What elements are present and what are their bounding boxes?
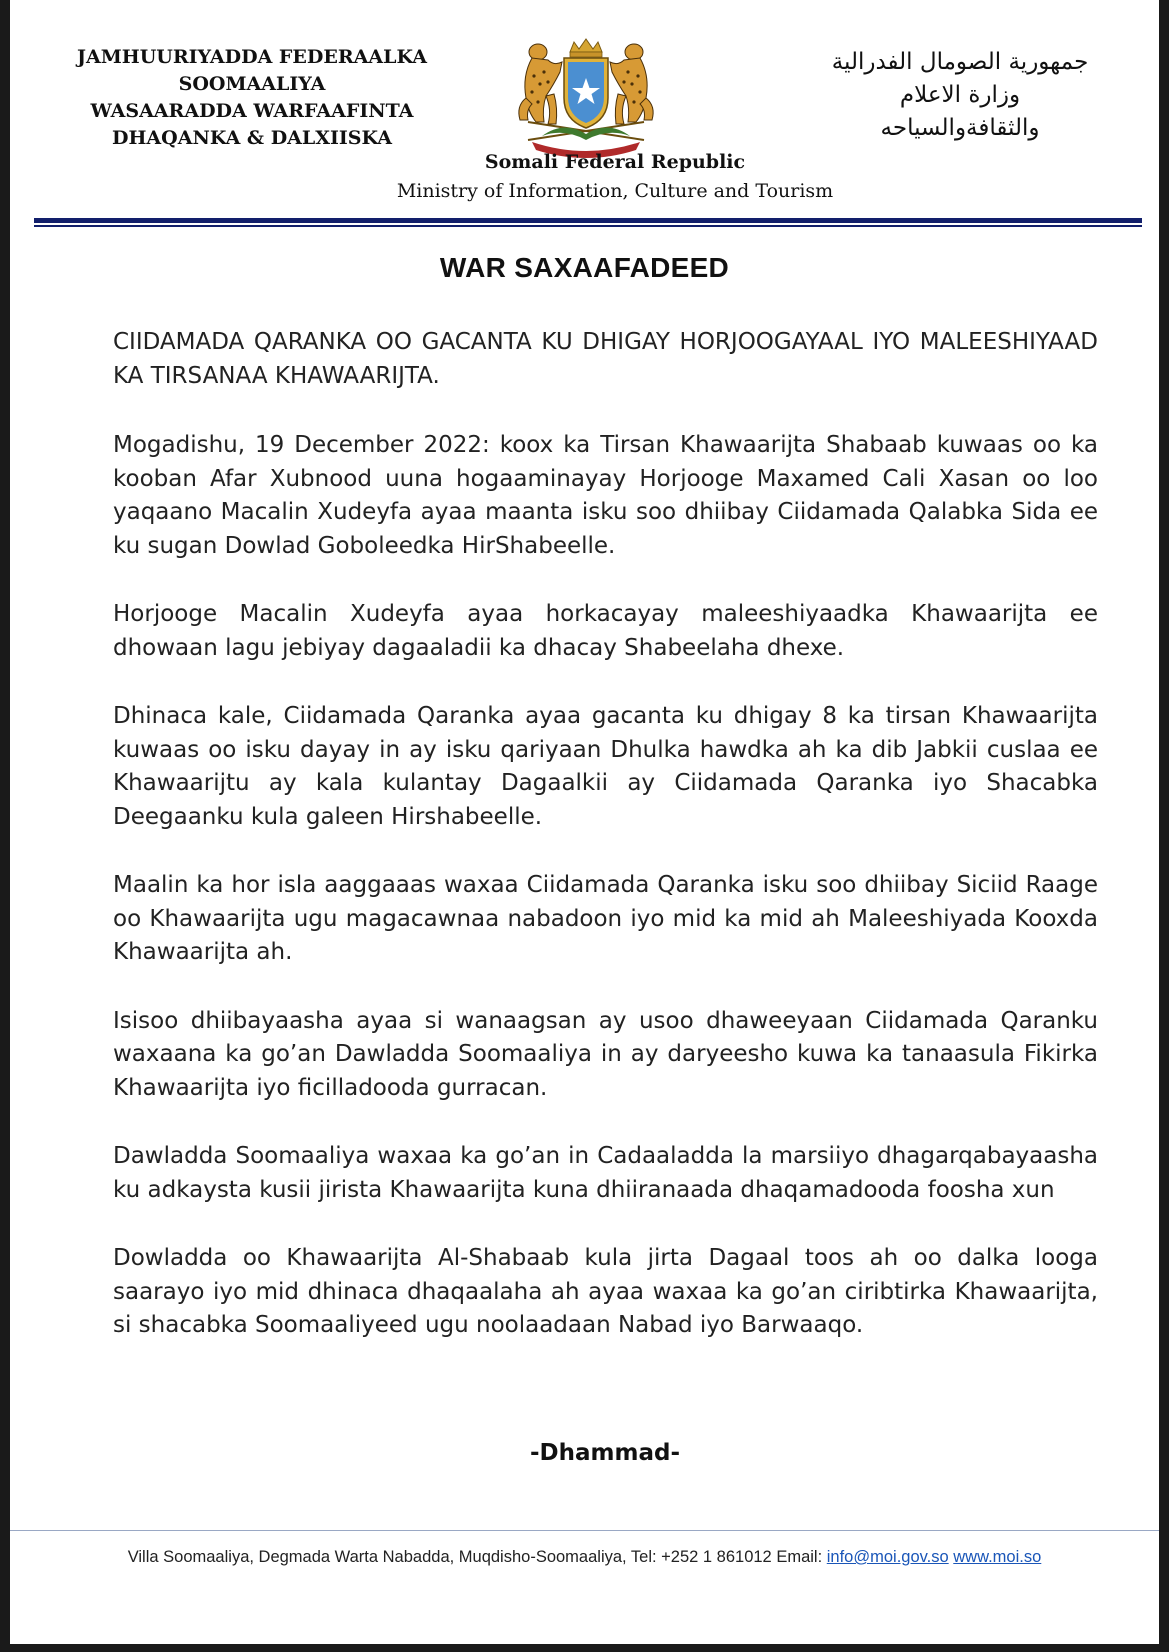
website-link[interactable]: www.moi.so xyxy=(953,1548,1042,1566)
paragraph: Dawladda Soomaaliya waxaa ka go’an in Cadaaladda la marsiiyo dhagarqabayaasha ku adkaysta kusii jirista Khawaarijta kuna dhiiranaada dhaqamadooda foosha xun xyxy=(113,1143,1098,1203)
header-arabic-text xyxy=(780,46,1140,145)
ministry-name: Ministry of Information, Culture and Tourism xyxy=(396,180,834,202)
paragraph: Maalin ka hor isla aaggaaas waxaa Ciidamada Qaranka isku soo dhiibay Siciid Raage oo Khawaarijta ugu magacawnaa nabadoon iyo mid ka mid ah Maleeshiyada Kooxda Khawaarijta ah. xyxy=(113,872,1098,965)
header-left-line: WASAARADDA WARFAAFINTA xyxy=(90,100,414,122)
email-link[interactable]: info@moi.gov.so xyxy=(826,1548,949,1566)
header-somali-text xyxy=(72,44,432,152)
footer-divider xyxy=(10,1530,1159,1531)
header-english-text xyxy=(350,148,880,206)
footer xyxy=(10,1548,1159,1567)
paragraph: Mogadishu, 19 December 2022: koox ka Tirsan Khawaarijta Shabaab kuwaas oo ka kooban Afar Xubnood uuna hogaaminayay Horjooge Maxamed Cali Xasan oo loo yaqaano Macalin Xudeyfa ayaa maanta isku soo dhiibay Ciidamada Qalabka Sida ee ku sugan Dowlad Goboleedka HirShabeelle. xyxy=(113,432,1098,559)
closing-mark: -Dhammad- xyxy=(530,1440,680,1466)
header-divider-thin xyxy=(34,225,1142,227)
republic-name: Somali Federal Republic xyxy=(484,151,746,173)
document-body xyxy=(113,326,1098,1378)
somalia-coat-of-arms-icon xyxy=(508,36,664,158)
header-left-line: JAMHUURIYADDA FEDERAALKA xyxy=(77,46,427,68)
header-right-line: والثقافةوالسياحه xyxy=(880,115,1040,141)
document-title: WAR SAXAAFADEED xyxy=(439,252,730,283)
headline: CIIDAMADA QARANKA OO GACANTA KU DHIGAY HORJOOGAYAAL IYO MALEESHIYAAD KA TIRSANAA KHAWAARIJTA. xyxy=(113,329,1098,389)
paragraph: Horjooge Macalin Xudeyfa ayaa horkacayay maleeshiyaadka Khawaarijta ee dhowaan lagu jebiyay dagaaladii ka dhacay Shabeelaha dhexe. xyxy=(113,601,1098,661)
paragraph: Dowladda oo Khawaarijta Al-Shabaab kula jirta Dagaal toos ah oo dalka looga saarayo iyo mid dhinaca dhaqaalaha ah ayaa waxaa ka go’an ciribtirka Khawaarijta, si shacabka Soomaaliyeed ugu noolaadaan Nabad iyo Barwaaqo. xyxy=(113,1245,1098,1338)
document-page xyxy=(10,0,1159,1644)
header-left-line: DHAQANKA & DALXIISKA xyxy=(112,127,392,149)
header-right-line: جمهورية الصومال الفدرالية xyxy=(831,49,1089,75)
header-left-line: SOOMAALIYA xyxy=(178,73,326,95)
paragraph: Isisoo dhiibayaasha ayaa si wanaagsan ay usoo dhaweeyaan Ciidamada Qaranku waxaana ka go’an Dawladda Soomaaliya in ay daryeesho kuwa ka tanaasula Fikirka Khawaarijta iyo ficilladooda gurracan. xyxy=(113,1007,1098,1101)
header-divider-thick xyxy=(34,218,1142,223)
header-right-line: وزارة الاعلام xyxy=(899,82,1021,108)
footer-address: Villa Soomaaliya, Degmada Warta Nabadda, Muqdisho-Soomaaliya, Tel: +252 1 861012 Email: xyxy=(127,1548,827,1566)
paragraph: Dhinaca kale, Ciidamada Qaranka ayaa gacanta ku dhigay 8 ka tirsan Khawaarijta kuwaas oo isku dayay in ay isku qariyaan Dhulka hawdka ah ka dib Jabkii cuslaa ee Khawaarijtu ay kala kulantay Dagaalkii ay Ciidamada Qaranka iyo Shacabka Deegaanku kula galeen Hirshabeelle. xyxy=(113,703,1098,830)
